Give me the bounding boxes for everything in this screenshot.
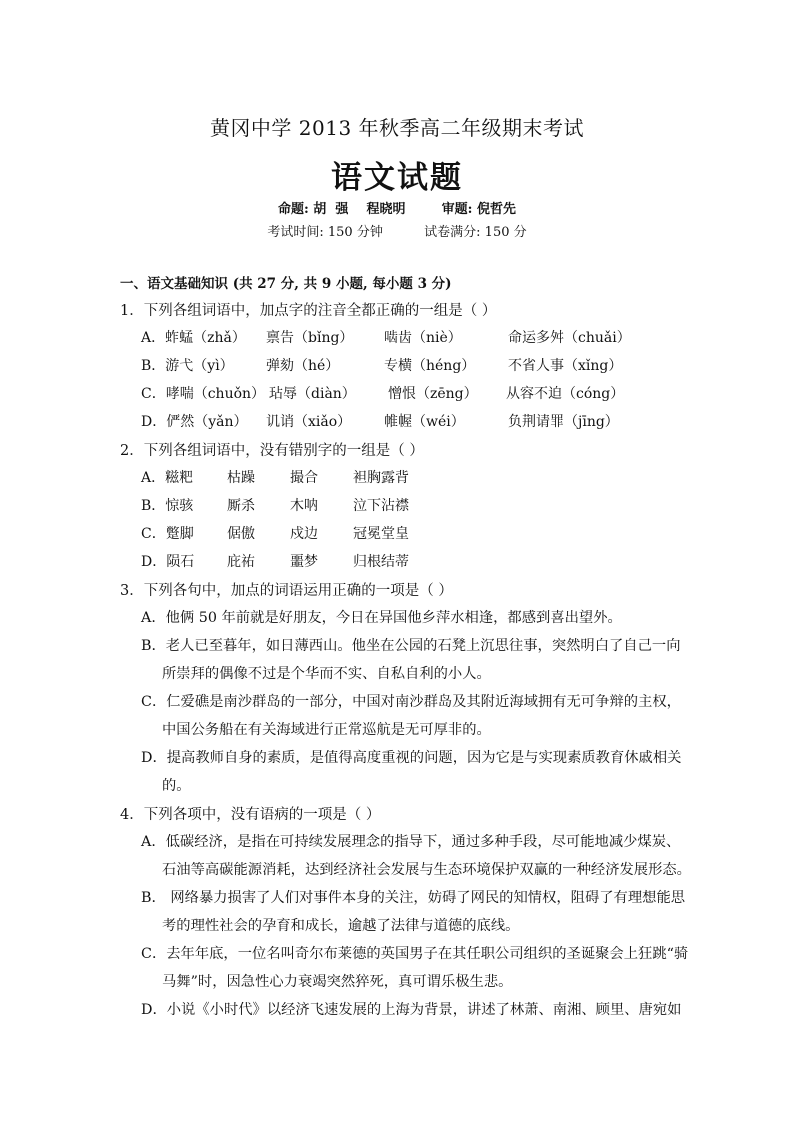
q4-option-c-cont: 马舞”时，因急性心力衰竭突然猝死，真可谓乐极生悲。 — [162, 974, 513, 990]
question-3-stem: 3．下列各句中，加点的词语运用正确的一项是（ ） — [120, 583, 453, 599]
q1-option-a-3: 啮齿（niè） — [384, 330, 462, 346]
q1-option-b-3: 专横（héng） — [384, 358, 476, 374]
q1-option-b-1: B．游弋（yì） — [141, 358, 234, 374]
q1-option-c-4: 从容不迫（cóng） — [506, 386, 625, 402]
exam-title: 黄冈中学 2013 年秋季高二年级期末考试 — [209, 116, 585, 140]
exam-authors: 命题: 胡 强 程晓明 审题: 倪哲先 — [277, 202, 516, 217]
q1-option-d-3: 帷幄（wéi） — [384, 414, 465, 430]
q2-option-d-1: D．陨石 — [141, 554, 195, 570]
q2-option-b-2: 厮杀 — [227, 498, 255, 514]
q1-option-c-3: 憎恨（zēng） — [388, 386, 478, 402]
question-4-stem: 4．下列各项中，没有语病的一项是（ ） — [120, 807, 381, 823]
q4-option-d: D．小说《小时代》以经济飞速发展的上海为背景，讲述了林萧、南湘、顾里、唐宛如 — [141, 1002, 682, 1018]
q3-option-d-cont: 的。 — [162, 778, 191, 794]
q2-option-c-2: 倨傲 — [227, 526, 255, 542]
q2-option-b-1: B．惊骇 — [141, 498, 194, 514]
q3-option-a: A．他俩 50 年前就是好朋友，今日在异国他乡萍水相逢，都感到喜出望外。 — [141, 610, 622, 626]
q4-option-b: B． 网络暴力损害了人们对事件本身的关注，妨碍了网民的知情权，阻碍了有理想能思 — [141, 890, 686, 906]
q3-option-d: D．提高教师自身的素质，是值得高度重视的问题，因为它是与实现素质教育休戚相关 — [141, 750, 682, 766]
q2-option-c-1: C．蹩脚 — [141, 526, 194, 542]
q2-option-d-2: 庇祐 — [227, 554, 255, 570]
exam-meta: 考试时间: 150 分钟 试卷满分: 150 分 — [267, 225, 527, 240]
q1-option-d-2: 讥诮（xiǎo） — [266, 414, 352, 430]
q2-option-d-3: 噩梦 — [290, 554, 318, 570]
q3-option-c: C．仁爱礁是南沙群岛的一部分，中国对南沙群岛及其附近海域拥有无可争辩的主权， — [141, 694, 681, 710]
q1-option-c-2: 玷辱（diàn） — [269, 386, 356, 402]
q1-option-d-1: D．俨然（yǎn） — [141, 414, 248, 430]
q1-option-a-1: A．蚱蜢（zhǎ） — [141, 330, 246, 346]
q1-option-c-1: C．哮喘（chuǒn） — [141, 386, 266, 402]
q4-option-a-cont: 石油等高碳能源消耗，达到经济社会发展与生态环境保护双赢的一种经济发展形态。 — [162, 862, 691, 878]
q4-option-a: A．低碳经济，是指在可持续发展理念的指导下，通过多种手段，尽可能地减少煤炭、 — [141, 834, 681, 850]
q3-option-b: B．老人已至暮年，如日薄西山。他坐在公园的石凳上沉思往事，突然明白了自己一向 — [141, 638, 681, 654]
question-2-stem: 2．下列各组词语中，没有错别字的一组是（ ） — [120, 443, 424, 459]
q4-option-c: C．去年年底，一位名叫奇尔布莱德的英国男子在其任职公司组织的圣诞聚会上狂跳“骑 — [141, 946, 689, 962]
q2-option-a-1: A．糍粑 — [141, 470, 194, 486]
q2-option-a-4: 袒胸露背 — [353, 470, 409, 486]
q3-option-b-cont: 所崇拜的偶像不过是个华而不实、自私自利的小人。 — [162, 666, 491, 682]
q2-option-c-4: 冠冕堂皇 — [353, 526, 409, 542]
q1-option-a-4: 命运多舛（chuǎi） — [508, 330, 631, 346]
q2-option-c-3: 戍边 — [290, 526, 318, 542]
q1-option-b-4: 不省人事（xǐng） — [508, 358, 623, 374]
q2-option-d-4: 归根结蒂 — [353, 554, 409, 570]
q1-option-b-2: 弹劾（hé） — [266, 358, 340, 374]
q2-option-a-2: 枯躁 — [227, 470, 255, 486]
question-1-stem: 1．下列各组词语中，加点字的注音全都正确的一组是（ ） — [120, 303, 497, 319]
exam-subject: 语文试题 — [331, 160, 463, 196]
q2-option-a-3: 撮合 — [290, 470, 318, 486]
q1-option-d-4: 负荆请罪（jīng） — [508, 414, 619, 430]
q1-option-a-2: 禀告（bǐng） — [266, 330, 354, 346]
q2-option-b-4: 泣下沾襟 — [353, 498, 409, 514]
q2-option-b-3: 木呐 — [290, 498, 318, 514]
q4-option-b-cont: 考的理性社会的孕育和成长，逾越了法律与道德的底线。 — [162, 918, 520, 934]
q3-option-c-cont: 中国公务船在有关海域进行正常巡航是无可厚非的。 — [162, 722, 491, 738]
section-heading: 一、语文基础知识 (共 27 分, 共 9 小题, 每小题 3 分) — [120, 276, 452, 292]
